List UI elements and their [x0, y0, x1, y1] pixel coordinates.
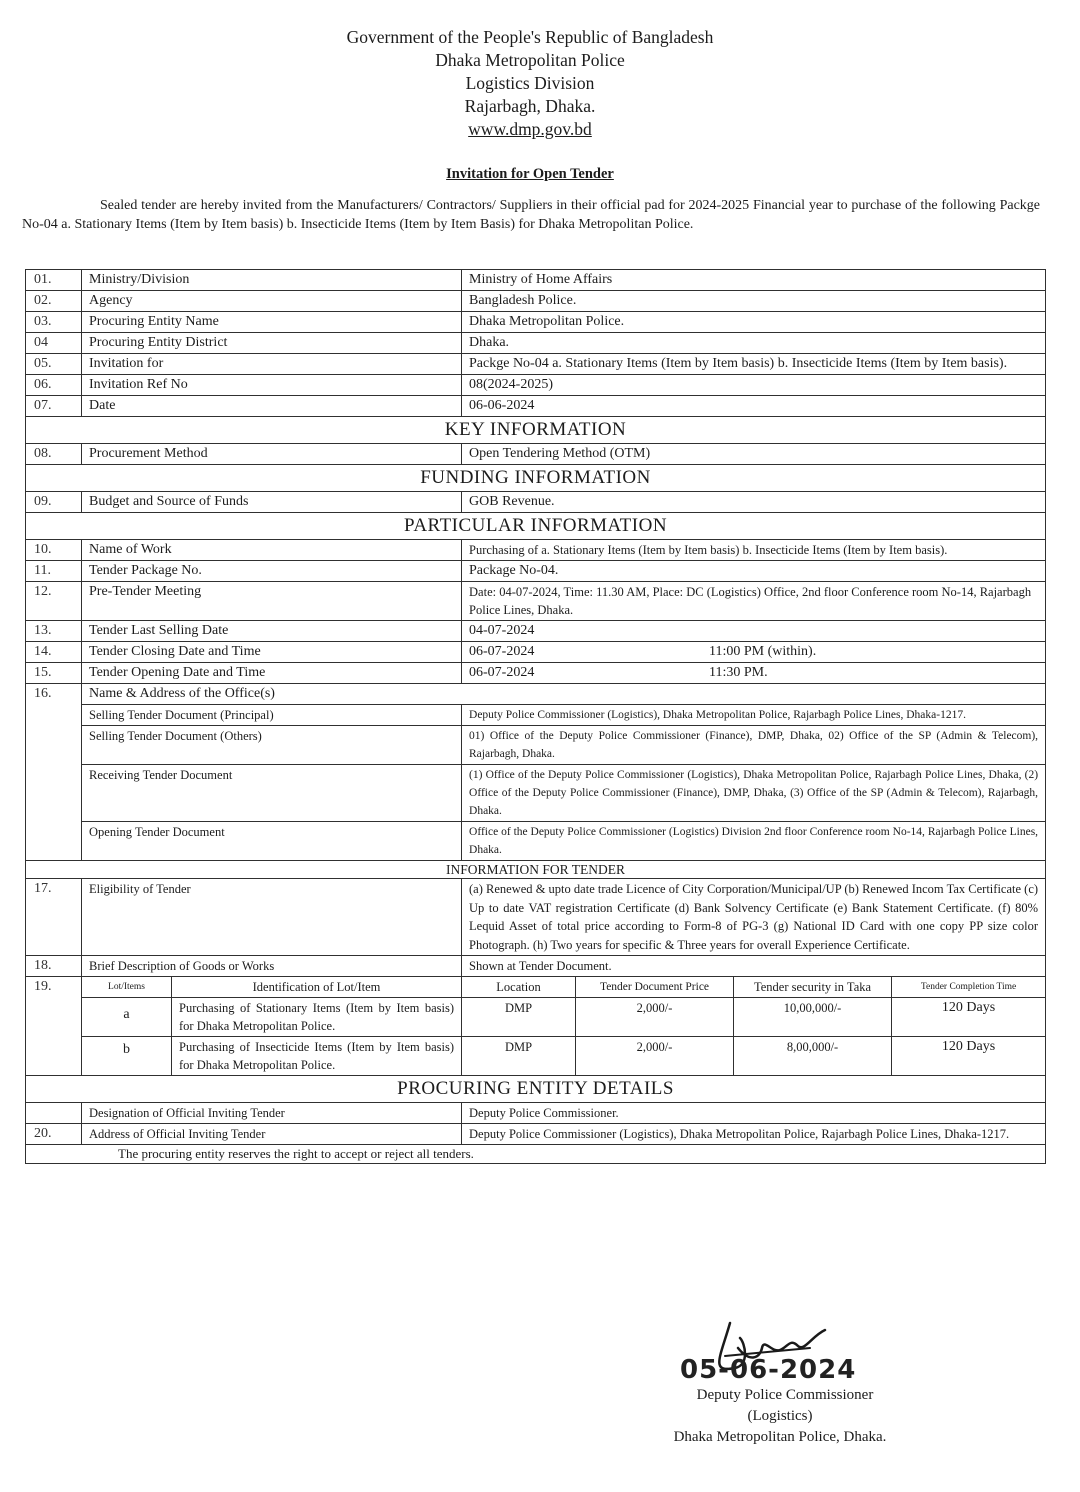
row-label: Name & Address of the Office(s) — [82, 684, 1046, 705]
table-row — [26, 1037, 1046, 1076]
row-number: 02. — [26, 291, 82, 312]
opening-date: 06-07-2024 — [469, 665, 535, 680]
row-value: Open Tendering Method (OTM) — [462, 444, 1046, 465]
row-value: Deputy Police Commissioner. — [462, 1103, 1046, 1124]
lot-id: b — [82, 1037, 172, 1076]
lot-price: 2,000/- — [576, 1037, 734, 1076]
sub-value: Deputy Police Commissioner (Logistics), Dhaka Metropolitan Police, Rajarbagh Police Lines, Dhaka-1217. — [462, 705, 1046, 726]
row-label: Procuring Entity Name — [82, 312, 462, 333]
row-number: 12. — [26, 582, 82, 621]
table-row — [26, 492, 1046, 513]
table-row — [26, 582, 1046, 621]
row-label: Tender Opening Date and Time — [82, 663, 462, 684]
table-row — [26, 998, 1046, 1037]
table-row — [26, 684, 1046, 705]
sub-value: Office of the Deputy Police Commissioner (Logistics) Division 2nd floor Conference room No-14, Rajarbagh Police Lines, Dhaka. — [462, 822, 1046, 861]
row-number: 10. — [26, 540, 82, 561]
row-value: Dhaka Metropolitan Police. — [462, 312, 1046, 333]
sub-label: Receiving Tender Document — [82, 765, 462, 822]
row-value: Bangladesh Police. — [462, 291, 1046, 312]
header-identification: Identification of Lot/Item — [172, 977, 462, 998]
row-label: Agency — [82, 291, 462, 312]
footer-note: The procuring entity reserves the right to accept or reject all tenders. — [26, 1145, 1046, 1164]
row-number: 06. — [26, 375, 82, 396]
document-header — [0, 26, 1060, 141]
header-address: Rajarbagh, Dhaka. — [464, 96, 596, 116]
intro-paragraph: Sealed tender are hereby invited from the Manufacturers/ Contractors/ Suppliers in their official pad for 2024-2025 Financial year to purchase of the following Packge No-04 a. Stationary Items (Item by Item basis) b. Insecticide Items (Item by Item Basis) for Dhaka Metropolitan Police. — [22, 198, 1040, 232]
table-row — [26, 956, 1046, 977]
row-value: (a) Renewed & upto date trade Licence of City Corporation/Municipal/UP (b) Renewed Incom Tax Certificate (c) Up to date VAT registration Certificate (d) Bank Solvency Certificate (e) Bank Statement Certificate. (f) 80% Lequid Asset of total price according to Form-8 of PG-3 (g) National ID Card with one copy PP size color Photograph. (h) Two years for specific & Three years for overall Experience Certificate. — [462, 879, 1046, 956]
row-number: 11. — [26, 561, 82, 582]
row-label: Date — [82, 396, 462, 417]
header-location: Location — [462, 977, 576, 998]
row-label: Tender Last Selling Date — [82, 621, 462, 642]
table-row — [26, 1103, 1046, 1124]
row-number: 17. — [26, 879, 82, 956]
lot-price: 2,000/- — [576, 998, 734, 1037]
sub-label: Opening Tender Document — [82, 822, 462, 861]
sub-label: Selling Tender Document (Principal) — [82, 705, 462, 726]
section-particular-information: PARTICULAR INFORMATION — [26, 513, 1046, 540]
row-label: Invitation for — [82, 354, 462, 375]
row-value: Deputy Police Commissioner (Logistics), Dhaka Metropolitan Police, Rajarbagh Police Lines, Dhaka-1217. — [462, 1124, 1046, 1145]
table-row — [26, 354, 1046, 375]
row-label: Tender Closing Date and Time — [82, 642, 462, 663]
table-row — [26, 333, 1046, 354]
signature-date: 05-06-2024 — [680, 1355, 857, 1385]
table-row — [26, 561, 1046, 582]
document-title: Invitation for Open Tender — [446, 166, 614, 182]
header-division: Logistics Division — [465, 73, 595, 93]
table-row — [26, 444, 1046, 465]
header-url-link[interactable]: www.dmp.gov.bd — [468, 119, 592, 139]
section-funding-information: FUNDING INFORMATION — [26, 465, 1046, 492]
row-number: 08. — [26, 444, 82, 465]
row-value: GOB Revenue. — [462, 492, 1046, 513]
section-procuring-entity-details: PROCURING ENTITY DETAILS — [26, 1076, 1046, 1103]
table-row — [26, 1124, 1046, 1145]
table-row — [26, 765, 1046, 822]
row-label: Ministry/Division — [82, 270, 462, 291]
header-completion: Tender Completion Time — [892, 977, 1046, 998]
table-row — [26, 977, 1046, 998]
header-dmp: Dhaka Metropolitan Police — [435, 50, 625, 70]
row-value: Package No-04. — [462, 561, 1046, 582]
row-number: 07. — [26, 396, 82, 417]
row-number: 09. — [26, 492, 82, 513]
row-value: Dhaka. — [462, 333, 1046, 354]
table-row — [26, 663, 1046, 684]
lot-location: DMP — [462, 1037, 576, 1076]
row-value: Ministry of Home Affairs — [462, 270, 1046, 291]
row-value: Purchasing of a. Stationary Items (Item by Item basis) b. Insecticide Items (Item by Item basis). — [462, 540, 1046, 561]
row-label: Procuring Entity District — [82, 333, 462, 354]
sub-label: Selling Tender Document (Others) — [82, 726, 462, 765]
row-label: Address of Official Inviting Tender — [82, 1124, 462, 1145]
row-number: 15. — [26, 663, 82, 684]
table-row — [26, 879, 1046, 956]
table-row — [26, 621, 1046, 642]
sub-value: (1) Office of the Deputy Police Commissioner (Logistics), Dhaka Metropolitan Police, Rajarbagh Police Lines, Dhaka, (2) Office of the Deputy Police Commissioner (Finance), DMP, Dhaka, (3) Office of the SP (Admin & Telecom), Rajarbagh, Dhaka. — [462, 765, 1046, 822]
row-label: Designation of Official Inviting Tender — [82, 1103, 462, 1124]
closing-time: 11:00 PM (within). — [709, 644, 817, 659]
row-number: 13. — [26, 621, 82, 642]
row-number: 01. — [26, 270, 82, 291]
row-value: 08(2024-2025) — [462, 375, 1046, 396]
table-row — [26, 270, 1046, 291]
table-row — [26, 291, 1046, 312]
header-document-price: Tender Document Price — [576, 977, 734, 998]
row-number: 03. — [26, 312, 82, 333]
row-label: Name of Work — [82, 540, 462, 561]
header-government: Government of the People's Republic of Bangladesh — [346, 27, 714, 47]
table-row — [26, 642, 1046, 663]
table-row — [26, 540, 1046, 561]
row-number: 18. — [26, 956, 82, 977]
header-security: Tender security in Taka — [734, 977, 892, 998]
table-row — [26, 822, 1046, 861]
lot-security: 10,00,000/- — [734, 998, 892, 1037]
table-row — [26, 375, 1046, 396]
opening-time: 11:30 PM. — [709, 665, 768, 680]
header-lot: Lot/Items — [82, 977, 172, 998]
row-label: Tender Package No. — [82, 561, 462, 582]
row-label: Eligibility of Tender — [82, 879, 462, 956]
row-value: Date: 04-07-2024, Time: 11.30 AM, Place: DC (Logistics) Office, 2nd floor Conference room No-14, Rajarbagh Police Lines, Dhaka. — [462, 582, 1046, 621]
section-key-information: KEY INFORMATION — [26, 417, 1046, 444]
row-number: 16. — [26, 684, 82, 861]
lot-location: DMP — [462, 998, 576, 1037]
row-number: 04 — [26, 333, 82, 354]
row-value: 04-07-2024 — [462, 621, 1046, 642]
row-number: 05. — [26, 354, 82, 375]
row-label: Brief Description of Goods or Works — [82, 956, 462, 977]
row-value: 06-06-2024 — [462, 396, 1046, 417]
row-number: 19. — [26, 977, 82, 1076]
tender-table — [25, 269, 1046, 1164]
signature-subtitle: (Logistics) — [747, 1408, 813, 1424]
table-row — [26, 312, 1046, 333]
lot-id: a — [82, 998, 172, 1037]
lot-identification: Purchasing of Stationary Items (Item by Item basis) for Dhaka Metropolitan Police. — [172, 998, 462, 1037]
row-label: Procurement Method — [82, 444, 462, 465]
row-number: 14. — [26, 642, 82, 663]
row-label: Budget and Source of Funds — [82, 492, 462, 513]
section-information-for-tender: INFORMATION FOR TENDER — [26, 861, 1046, 879]
lot-security: 8,00,000/- — [734, 1037, 892, 1076]
table-row — [26, 396, 1046, 417]
row-value: Packge No-04 a. Stationary Items (Item by Item basis) b. Insecticide Items (Item by Item basis). — [462, 354, 1046, 375]
row-label: Invitation Ref No — [82, 375, 462, 396]
table-row — [26, 726, 1046, 765]
signature-title: Deputy Police Commissioner — [696, 1387, 874, 1403]
closing-date: 06-07-2024 — [469, 644, 535, 659]
row-value: Shown at Tender Document. — [462, 956, 1046, 977]
row-number: 20. — [26, 1124, 82, 1145]
signature-block — [600, 1385, 960, 1448]
lot-identification: Purchasing of Insecticide Items (Item by Item basis) for Dhaka Metropolitan Police. — [172, 1037, 462, 1076]
signature-office: Dhaka Metropolitan Police, Dhaka. — [673, 1429, 887, 1445]
lot-completion: 120 Days — [892, 998, 1046, 1037]
table-row — [26, 705, 1046, 726]
lot-completion: 120 Days — [892, 1037, 1046, 1076]
row-label: Pre-Tender Meeting — [82, 582, 462, 621]
sub-value: 01) Office of the Deputy Police Commissioner (Finance), DMP, Dhaka, 02) Office of the SP (Admin & Telecom), Rajarbagh, Dhaka. — [462, 726, 1046, 765]
